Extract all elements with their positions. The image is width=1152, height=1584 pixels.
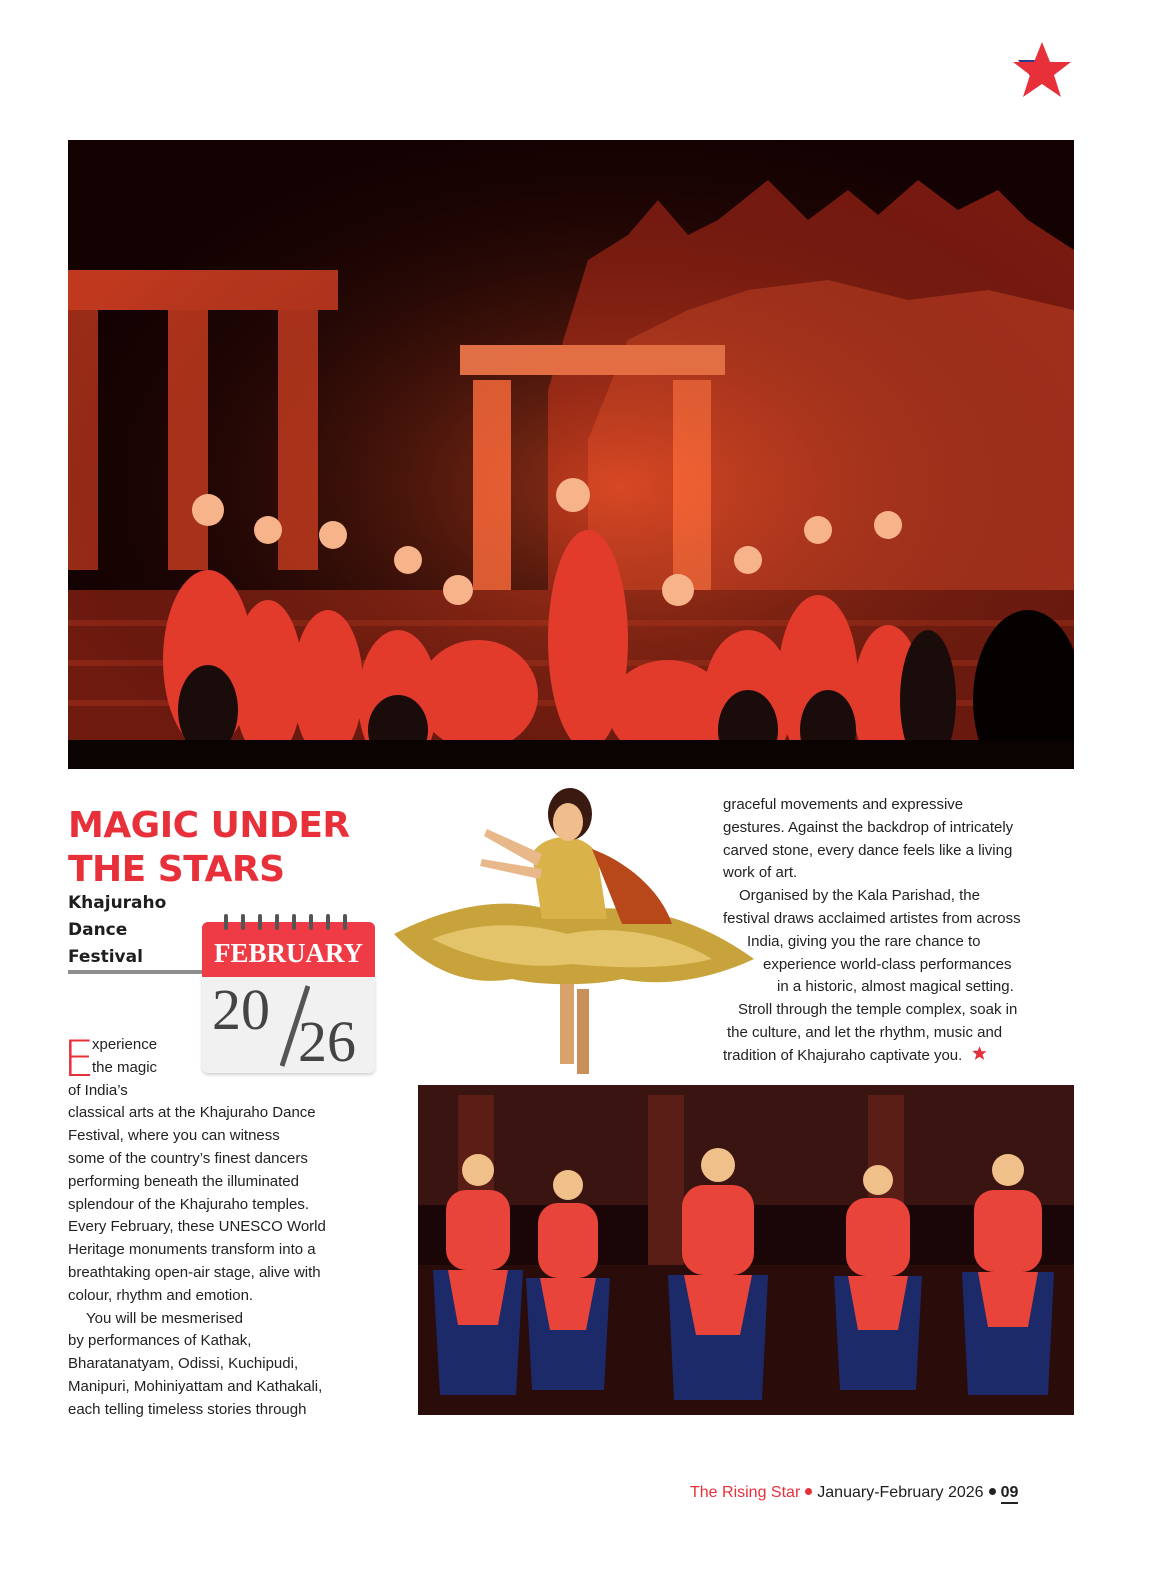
text-line: in a historic, almost magical setting. — [777, 978, 1014, 995]
footer-separator-dot — [989, 1488, 996, 1495]
red-star-icon — [971, 1046, 987, 1061]
text-line: graceful movements and expressive — [723, 796, 964, 813]
twirling-dancer-image — [392, 774, 756, 1086]
text-line: You will be mesmerised — [86, 1310, 244, 1327]
text-line: gestures. Against the backdrop of intricately — [723, 819, 1014, 836]
text-line: breathtaking open-air stage, alive with — [68, 1264, 321, 1281]
text-line: each telling timeless stories through — [68, 1401, 307, 1418]
subheading — [68, 890, 198, 971]
calendar-month: FEBRUARY — [202, 922, 375, 977]
text-line: performing beneath the illuminated — [68, 1173, 299, 1190]
right-column-text — [723, 794, 1073, 1074]
page-footer — [690, 1484, 1074, 1508]
left-column-text — [68, 1034, 388, 1424]
text-line: India, giving you the rare chance to — [747, 933, 981, 950]
text-line-last: tradition of Khajuraho captivate you. — [723, 1047, 963, 1064]
text-line: Festival, where you can witness — [68, 1127, 280, 1144]
text-line: colour, rhythm and emotion. — [68, 1287, 254, 1304]
subheading-rule — [68, 970, 208, 974]
text-line: experience world-class performances — [763, 956, 1012, 973]
text-line: some of the country’s finest dancers — [68, 1150, 308, 1167]
text-line: of India’s — [68, 1082, 128, 1099]
text-line: the magic — [92, 1059, 158, 1076]
bottom-photo-odissi-dancers — [418, 1085, 1074, 1415]
text-line: Every February, these UNESCO World — [68, 1218, 326, 1235]
text-line: classical arts at the Khajuraho Dance — [68, 1104, 316, 1121]
headline-line-2: THE STARS — [68, 849, 285, 890]
text-line: Organised by the Kala Parishad, the — [739, 887, 980, 904]
top-photo-dance-performance — [68, 140, 1074, 769]
text-line: Stroll through the temple complex, soak in — [738, 1001, 1018, 1018]
text-line: Manipuri, Mohiniyattam and Kathakali, — [68, 1378, 323, 1395]
calendar-year-part-1: 20 — [212, 977, 270, 1042]
text-line: by performances of Kathak, — [68, 1332, 252, 1349]
headline — [68, 804, 388, 892]
footer-separator-dot — [805, 1488, 812, 1495]
text-line: the culture, and let the rhythm, music and — [727, 1024, 1003, 1041]
text-line: festival draws acclaimed artistes from across — [723, 910, 1021, 927]
text-line: xperience — [92, 1036, 158, 1053]
star-logo-icon — [1008, 42, 1072, 100]
calendar-year-part-2: 26 — [298, 1009, 356, 1074]
text-line: Heritage monuments transform into a — [68, 1241, 316, 1258]
page-number: 09 — [1001, 1484, 1019, 1504]
text-line — [723, 1045, 987, 1068]
text-line: carved stone, every dance feels like a living — [723, 842, 1013, 859]
calendar-rings-icon — [220, 912, 360, 934]
subheading-line-3: Festival — [68, 947, 143, 967]
text-line: work of art. — [723, 864, 798, 881]
drop-cap: E — [63, 1030, 95, 1088]
subheading-line-2: Dance — [68, 920, 128, 940]
text-line: Bharatanatyam, Odissi, Kuchipudi, — [68, 1355, 299, 1372]
text-line: splendour of the Khajuraho temples. — [68, 1196, 309, 1213]
subheading-line-1: Khajuraho — [68, 893, 167, 913]
footer-issue: January-February 2026 — [817, 1484, 984, 1501]
headline-line-1: MAGIC UNDER — [68, 805, 350, 846]
footer-magazine-name: The Rising Star — [690, 1484, 801, 1501]
